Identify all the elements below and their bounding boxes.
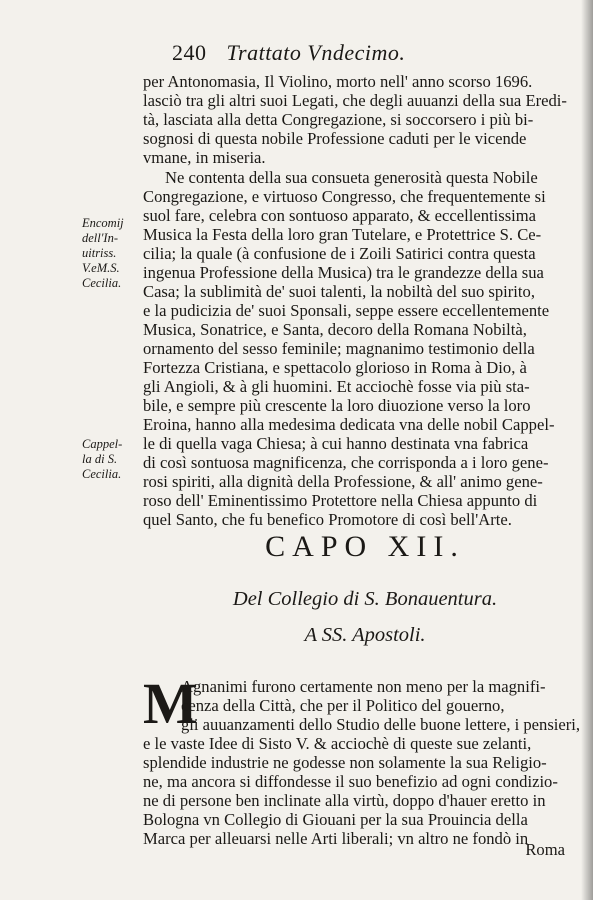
text-line: roso dell' Eminentissimo Protettore nella Chiesa appunto di <box>143 491 538 510</box>
margin-note-encomij <box>82 216 140 291</box>
paragraph-continuation <box>143 72 587 167</box>
chapter-location: A SS. Apostoli. <box>304 624 426 646</box>
text-line: cilia; la quale (à confusione de i Zoili Satirici contra questa <box>143 244 536 263</box>
text-line: le di quella vaga Chiesa; à cui hanno destinata vna fabrica <box>143 434 529 453</box>
chapter-title: CAPO XII. <box>265 530 465 563</box>
chapter-subtitle: Del Collegio di S. Bonauentura. <box>232 588 498 610</box>
text-line: tà, lasciata alla detta Congregazione, si soccorsero i più bi- <box>143 110 534 129</box>
text-line: vmane, in miseria. <box>143 148 266 167</box>
text-line: ne di persone ben inclinate alla virtù, doppo d'hauer eretto in <box>143 791 546 810</box>
text-line: suol fare, celebra con sontuoso apparato, & eccellentissima <box>143 206 537 225</box>
drop-cap: M <box>143 671 198 736</box>
page-header <box>172 40 405 66</box>
page-number: 240 <box>172 40 207 65</box>
text-line: quel Santo, che fu benefico Promotore di così bell'Arte. <box>143 510 512 529</box>
text-line: e la pudicizia de' suoi Sponsali, seppe essere eccellentemente <box>143 301 550 320</box>
text-line: rosi spiriti, alla dignità della Professione, & all' animo gene- <box>143 472 543 491</box>
margin-note-line: dell'In- <box>82 231 118 245</box>
text-line: Eroina, hanno alla medesima dedicata vna delle nobil Cappel- <box>143 415 555 434</box>
margin-note-line: Cecilia. <box>82 276 122 290</box>
text-line: gli Angioli, & à gli huomini. Et acciochè fosse via più sta- <box>143 377 530 396</box>
running-title: Trattato Vndecimo. <box>226 40 406 65</box>
text-line: gli auuanzamenti dello Studio delle buone lettere, i pensieri, <box>181 715 581 734</box>
margin-note-line: Cecilia. <box>82 467 122 481</box>
text-line: ingenua Professione della Musica) tra le grandezze della sua <box>143 263 544 282</box>
margin-note-line: la di S. <box>82 452 118 466</box>
margin-note-line: Encomij <box>82 216 124 230</box>
text-line: bile, e sempre più crescente la loro diuozione verso la loro <box>143 396 531 415</box>
text-line: splendide industrie ne godesse non solamente la sua Religio- <box>143 753 547 772</box>
text-line: Bologna vn Collegio di Giouani per la sua Prouincia della <box>143 810 528 829</box>
margin-note-cappella <box>82 437 140 482</box>
paragraph-collegio <box>143 671 587 848</box>
text-line: Fortezza Cristiana, e spettacolo glorioso in Roma à Dio, à <box>143 358 527 377</box>
page-gutter-shadow <box>581 0 593 900</box>
text-line: sognosi di questa nobile Professione caduti per le vicende <box>143 129 527 148</box>
text-line: cenza della Città, che per il Politico del gouerno, <box>181 696 505 715</box>
paragraph-cecilia <box>143 168 587 529</box>
text-line: Congregazione, e virtuoso Congresso, che frequentemente si <box>143 187 546 206</box>
text-line: Marca per alleuarsi nelle Arti liberali; vn altro ne fondò in <box>143 829 529 848</box>
text-line: Ne contenta della sua consueta generosità questa Nobile <box>165 168 538 187</box>
text-line: Agnanimi furono certamente non meno per la magnifi- <box>181 677 546 696</box>
text-line: per Antonomasia, Il Violino, morto nell' anno scorso 1696. <box>143 72 533 91</box>
text-line: Musica la Festa della loro gran Tutelare, e Protettrice S. Ce- <box>143 225 542 244</box>
text-line: di così sontuosa magnificenza, che corrisponda a i loro gene- <box>143 453 549 472</box>
text-line: ne, ma ancora si diffondesse il suo benefizio ad ogni condizio- <box>143 772 558 791</box>
margin-note-line: Cappel- <box>82 437 123 451</box>
text-line: lasciò tra gli altri suoi Legati, che degli auuanzi della sua Eredi- <box>143 91 567 110</box>
catchword: Roma <box>525 840 565 859</box>
margin-note-line: uitriss. <box>82 246 117 260</box>
text-line: Casa; la sublimità de' suoi talenti, la nobiltà del suo spirito, <box>143 282 535 301</box>
text-line: Musica, Sonatrice, e Santa, decoro della Romana Nobiltà, <box>143 320 527 339</box>
margin-note-line: V.eM.S. <box>82 261 120 275</box>
text-line: e le vaste Idee di Sisto V. & acciochè di queste sue zelanti, <box>143 734 532 753</box>
text-line: ornamento del sesso feminile; magnanimo testimonio della <box>143 339 535 358</box>
